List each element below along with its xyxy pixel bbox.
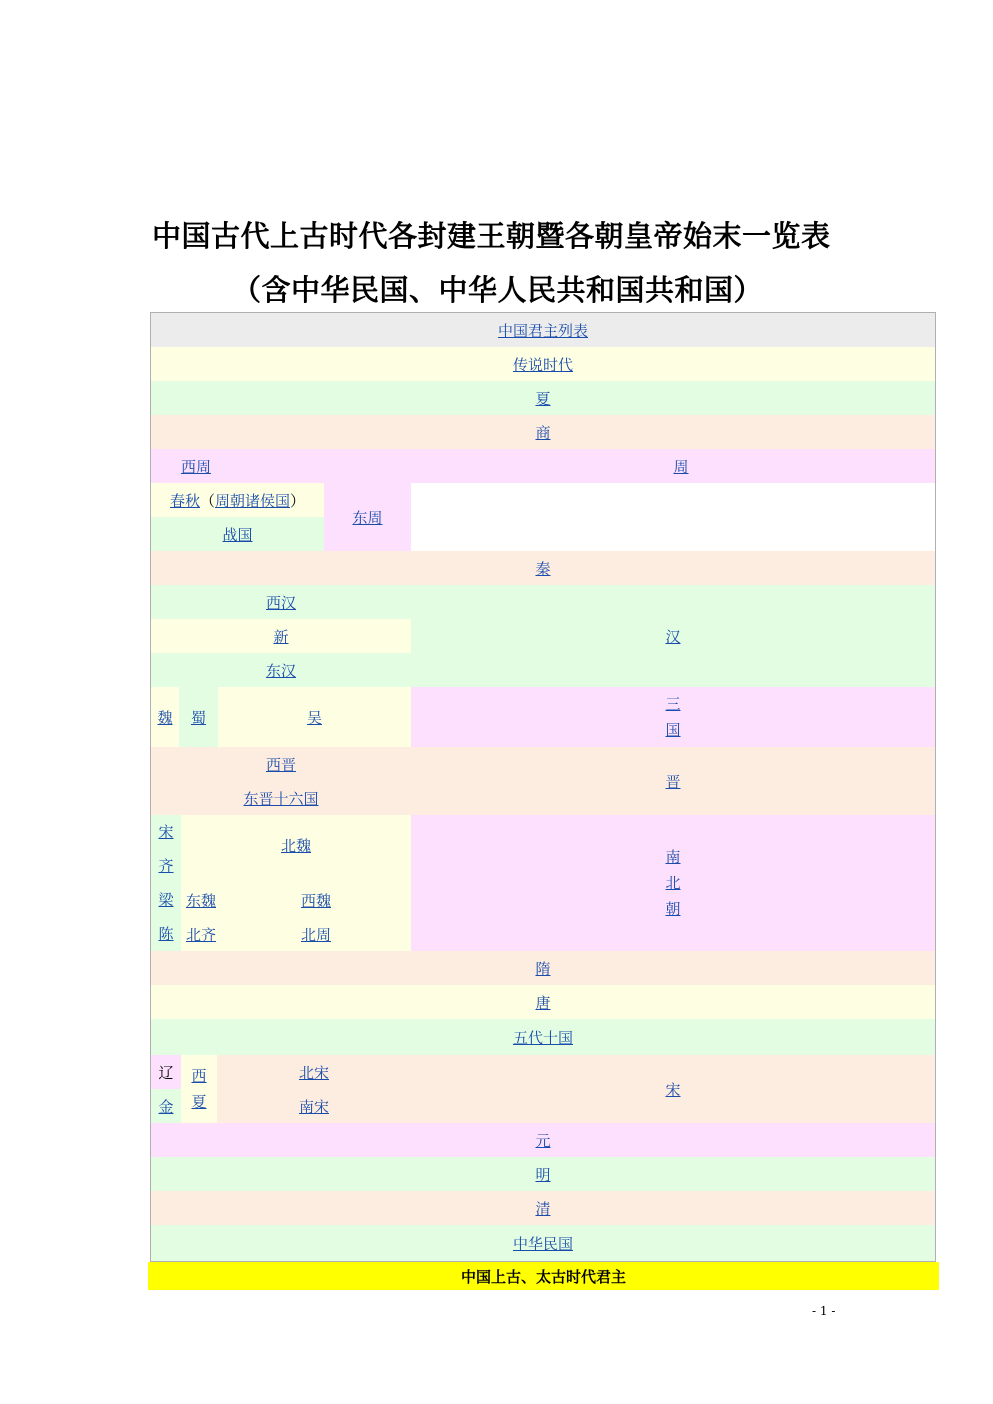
nanbeichao-char-1[interactable]: 南 — [665, 848, 681, 866]
jin-link[interactable]: 晋 — [665, 772, 681, 791]
xin-cell — [151, 619, 411, 653]
shu-link[interactable]: 蜀 — [190, 708, 206, 727]
xin-link[interactable]: 新 — [273, 627, 289, 646]
northern-zhou-cell — [271, 917, 361, 951]
three-kingdoms-char-2[interactable]: 国 — [665, 721, 681, 739]
eastern-zhou-link[interactable]: 东周 — [352, 508, 383, 527]
xixia-cell — [181, 1055, 217, 1123]
eastern-jin-cell — [151, 781, 411, 815]
northern-qi-cell — [181, 917, 221, 951]
wu-link[interactable]: 吴 — [306, 708, 322, 727]
three-kingdoms-char-1[interactable]: 三 — [665, 695, 681, 713]
zhou-cell — [241, 449, 935, 483]
xixia-vertical-label — [191, 1063, 206, 1115]
three-kingdoms-cell — [411, 687, 935, 747]
qi-south-link[interactable]: 齐 — [158, 857, 174, 875]
wei-cell — [151, 687, 179, 747]
zhanguo-link[interactable]: 战国 — [222, 525, 253, 544]
western-jin-cell — [151, 747, 411, 781]
song-link[interactable]: 宋 — [665, 1080, 681, 1099]
western-han-link[interactable]: 西汉 — [265, 593, 296, 612]
nanbeichao-char-2[interactable]: 北 — [665, 874, 681, 892]
row-yuan — [151, 1123, 935, 1157]
row-tang — [151, 985, 935, 1019]
nanbeichao-vertical-label — [665, 844, 680, 922]
row-qin — [151, 551, 935, 585]
empty-cell — [411, 483, 935, 551]
western-wei-cell — [271, 883, 361, 917]
liang-link[interactable]: 梁 — [158, 891, 174, 909]
document-title: 中国古代上古时代各封建王朝暨各朝皇帝始末一览表 — [152, 219, 831, 253]
row-wudai — [151, 1019, 935, 1055]
table-header — [151, 313, 935, 347]
eastern-wei-link[interactable]: 东魏 — [185, 891, 216, 910]
northern-wei-cell — [181, 815, 411, 875]
sui-link[interactable]: 隋 — [535, 959, 551, 978]
monarch-list-table — [150, 312, 936, 1262]
northern-zhou-link[interactable]: 北周 — [300, 925, 331, 944]
row-qing — [151, 1191, 935, 1225]
northern-song-cell — [217, 1055, 411, 1089]
document-subtitle: （含中华民国、中华人民共和国共和国） — [232, 273, 764, 307]
paren-open: （ — [199, 491, 215, 510]
page-number: - 1 - — [812, 1304, 836, 1318]
northern-song-link[interactable]: 北宋 — [298, 1063, 329, 1082]
southern-dynasties-list — [158, 815, 173, 951]
chunqiu-cell — [151, 483, 324, 517]
southern-song-cell — [217, 1089, 411, 1123]
wudai-link[interactable]: 五代十国 — [512, 1028, 573, 1047]
jin-cell — [411, 747, 935, 815]
nanbeichao-char-3[interactable]: 朝 — [665, 900, 681, 918]
paren-close: ） — [290, 491, 306, 510]
wei-link[interactable]: 魏 — [157, 708, 173, 727]
liao-cell — [151, 1055, 181, 1089]
han-link[interactable]: 汉 — [665, 627, 681, 646]
xia-link[interactable]: 夏 — [535, 389, 551, 408]
tang-link[interactable]: 唐 — [535, 993, 551, 1012]
row-roc — [151, 1225, 935, 1261]
qin-link[interactable]: 秦 — [535, 559, 551, 578]
xixia-char-1[interactable]: 西 — [191, 1067, 207, 1085]
eastern-zhou-cell — [324, 483, 411, 551]
zhou-link[interactable]: 周 — [673, 457, 689, 476]
row-sui — [151, 951, 935, 985]
jin-dynasty-cell — [151, 1089, 181, 1123]
row-shang — [151, 415, 935, 449]
western-han-cell — [151, 585, 411, 619]
song-cell — [411, 1055, 935, 1123]
northern-wei-link[interactable]: 北魏 — [280, 836, 311, 855]
row-ming — [151, 1157, 935, 1191]
western-zhou-cell — [151, 449, 241, 483]
western-zhou-link[interactable]: 西周 — [180, 457, 211, 476]
song-south-link[interactable]: 宋 — [158, 823, 174, 841]
header-link[interactable]: 中国君主列表 — [497, 321, 588, 340]
row-legend — [151, 347, 935, 381]
chen-link[interactable]: 陈 — [158, 925, 174, 943]
ming-link[interactable]: 明 — [535, 1165, 551, 1184]
liao-link[interactable]: 辽 — [158, 1063, 174, 1082]
wu-cell — [218, 687, 411, 747]
zhanguo-cell — [151, 517, 324, 551]
western-wei-link[interactable]: 西魏 — [300, 891, 331, 910]
han-cell — [411, 585, 935, 687]
legend-link[interactable]: 传说时代 — [512, 355, 573, 374]
ancient-monarchs-banner: 中国上古、太古时代君主 — [148, 1262, 939, 1290]
yuan-link[interactable]: 元 — [535, 1131, 551, 1150]
three-kingdoms-vertical-label — [665, 691, 680, 743]
roc-link[interactable]: 中华民国 — [512, 1234, 573, 1253]
shu-cell — [179, 687, 218, 747]
shang-link[interactable]: 商 — [535, 423, 551, 442]
eastern-jin-link[interactable]: 东晋十六国 — [243, 789, 319, 808]
southern-dynasties-cell — [151, 815, 181, 951]
row-xia — [151, 381, 935, 415]
eastern-wei-cell — [181, 883, 221, 917]
northern-qi-link[interactable]: 北齐 — [185, 925, 216, 944]
western-jin-link[interactable]: 西晋 — [265, 755, 296, 774]
eastern-han-link[interactable]: 东汉 — [265, 661, 296, 680]
eastern-han-cell — [151, 653, 411, 687]
xixia-char-2[interactable]: 夏 — [191, 1093, 207, 1111]
qing-link[interactable]: 清 — [535, 1199, 551, 1218]
southern-song-link[interactable]: 南宋 — [298, 1097, 329, 1116]
zhou-vassals-link[interactable]: 周朝诸侯国 — [215, 491, 291, 510]
jin-dynasty-link[interactable]: 金 — [158, 1097, 174, 1116]
nanbeichao-cell — [411, 815, 935, 951]
chunqiu-link[interactable]: 春秋 — [169, 491, 200, 510]
